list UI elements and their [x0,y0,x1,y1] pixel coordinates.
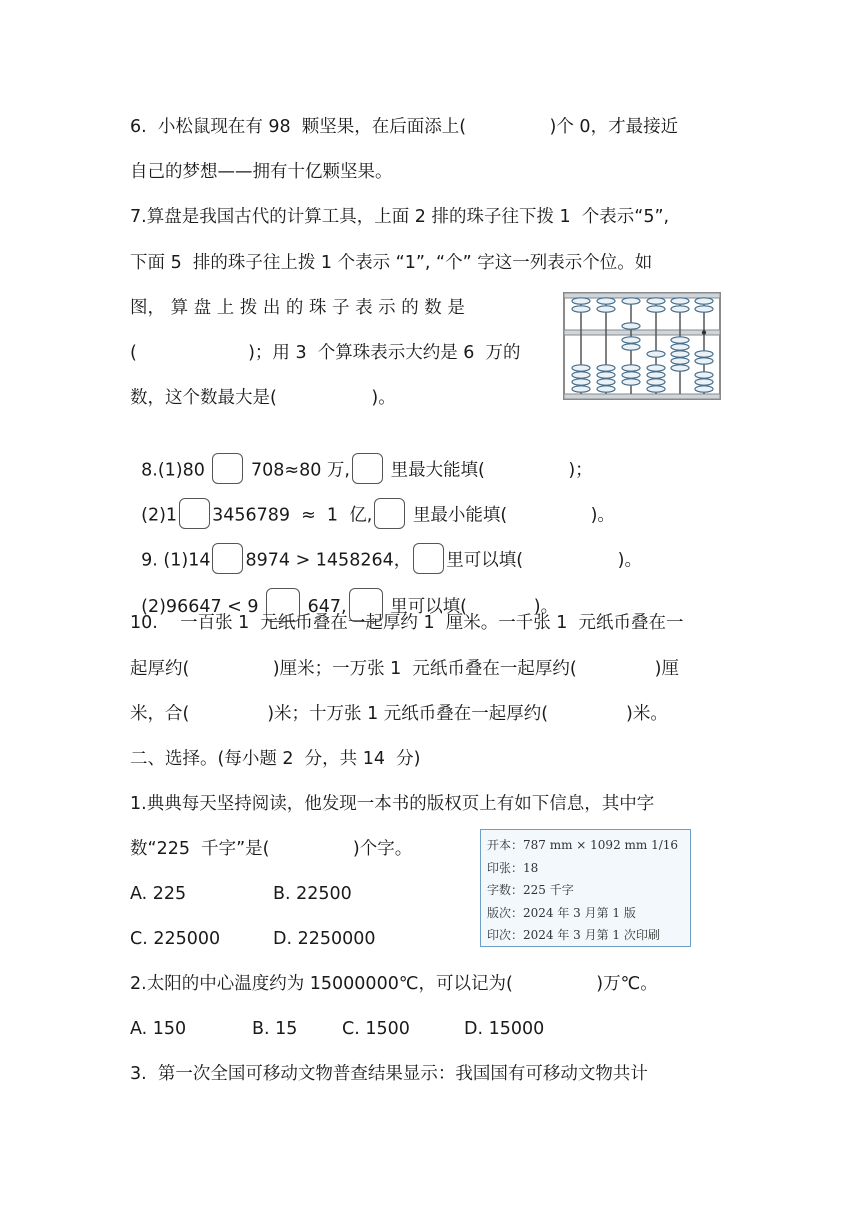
abacus-bead [695,298,713,304]
q10-line3: 米，合( )米；十万张 1 元纸币叠在一起厚约( )米。 [130,704,668,724]
abacus-bead [695,351,713,357]
abacus-bead [671,344,689,350]
q7-line5: 数，这个数最大是( )。 [130,388,396,408]
q9-part2-mid: 647, [302,597,347,617]
abacus-bead [695,306,713,312]
abacus-bead [671,337,689,343]
abacus-bead [622,379,640,385]
abacus-bead [671,351,689,357]
q8-part1-prefix: 8.(1)80 [141,460,211,481]
q9-part1-suffix: 里可以填( )。 [446,550,642,571]
abacus-bead [647,386,665,392]
info-printing: 印次：2024 年 3 月第 1 次印刷 [487,928,660,943]
c1-option-a[interactable]: A. 225 [130,884,187,904]
c1-line2: 数“225 千字”是( )个字。 [130,839,413,859]
abacus-bead [647,372,665,378]
abacus-bead [572,372,590,378]
abacus-bead [572,306,590,312]
info-word-count: 字数：225 千字 [487,883,574,898]
abacus-bead [671,365,689,371]
abacus-bead [597,386,615,392]
q7-line1: 7.算盘是我国古代的计算工具，上面 2 排的珠子往下拨 1 个表示“5”, [130,207,670,227]
abacus-bead [597,379,615,385]
abacus-bead [647,379,665,385]
abacus-figure [563,292,721,400]
abacus-bead [671,306,689,312]
q8-part1-suffix: 里最大能填( )； [385,460,593,481]
info-edition: 版次：2024 年 3 月第 1 版 [487,905,636,920]
copyright-info-box [480,829,691,947]
c2-option-b[interactable]: B. 15 [252,1019,298,1039]
q8-part2-prefix: (2)1 [141,505,178,526]
abacus-bead [647,298,665,304]
abacus-bead [622,337,640,343]
q7-line4: ( )；用 3 个算珠表示大约是 6 万的 [130,343,521,363]
q6-line2: 自己的梦想——拥有十亿颗坚果。 [130,162,393,182]
abacus-bead [572,386,590,392]
c1-option-b[interactable]: B. 22500 [273,884,352,904]
abacus-bead [671,358,689,364]
c2-option-d[interactable]: D. 15000 [464,1019,545,1039]
abacus-bead [695,358,713,364]
ones-place-marker [702,330,706,334]
abacus-bead [572,379,590,385]
abacus-bead [597,372,615,378]
c2-line1: 2.太阳的中心温度约为 15000000℃，可以记为( )万℃。 [130,974,658,994]
abacus-bead [695,379,713,385]
abacus-bead [622,298,640,304]
abacus-bead [647,351,665,357]
abacus-bead [597,365,615,371]
abacus-bead [622,365,640,371]
c2-option-a[interactable]: A. 150 [130,1019,187,1039]
info-sheets: 印张：18 [487,860,539,875]
c1-line1: 1.典典每天坚持阅读，他发现一本书的版权页上有如下信息，其中字 [130,794,655,814]
q9-part1-mid: 8974 > 1458264， [245,550,412,571]
info-format: 开本：787 mm × 1092 mm 1/16 [487,838,679,852]
c2-option-c[interactable]: C. 1500 [342,1019,410,1039]
q8-part2-mid: 3456789 ≈ 1 亿, [212,505,373,526]
abacus-bead [622,344,640,350]
q8-part1-mid: 708≈80 万, [245,460,350,481]
c1-option-c[interactable]: C. 225000 [130,929,221,949]
c1-option-d[interactable]: D. 2250000 [273,929,376,949]
c3-line1: 3. 第一次全国可移动文物普查结果显示：我国国有可移动文物共计 [130,1064,648,1084]
abacus-bead [622,323,640,329]
q9-part2-suffix: 里可以填( )。 [384,597,559,617]
abacus-bead [572,365,590,371]
q10-line2: 起厚约( )厘米；一万张 1 元纸币叠在一起厚约( )厘 [130,659,679,679]
q8-part2-suffix: 里最小能填( )。 [407,505,615,526]
abacus-bead [671,298,689,304]
abacus-bead [597,306,615,312]
q10-line1: 10. 一百张 1 元纸币叠在一起厚约 1 厘米。一千张 1 元纸币叠在一 [130,613,684,633]
abacus-bead [695,372,713,378]
q9-part2-prefix: (2)96647 < 9 [141,597,265,617]
q7-line3: 图， 算 盘 上 拨 出 的 珠 子 表 示 的 数 是 [130,298,465,318]
abacus-bead [572,298,590,304]
q6-line1: 6. 小松鼠现在有 98 颗坚果，在后面添上( )个 0，才最接近 [130,117,679,137]
abacus-bead [622,372,640,378]
q9-part1-prefix: 9. (1)14 [141,550,211,571]
abacus-bead [695,386,713,392]
q7-line2: 下面 5 排的珠子往上拨 1 个表示 “1”, “个” 字这一列表示个位。如 [130,253,653,273]
abacus-bead [647,365,665,371]
section-heading: 二、选择。(每小题 2 分，共 14 分) [130,749,421,769]
abacus-bead [647,306,665,312]
abacus-bead [597,298,615,304]
